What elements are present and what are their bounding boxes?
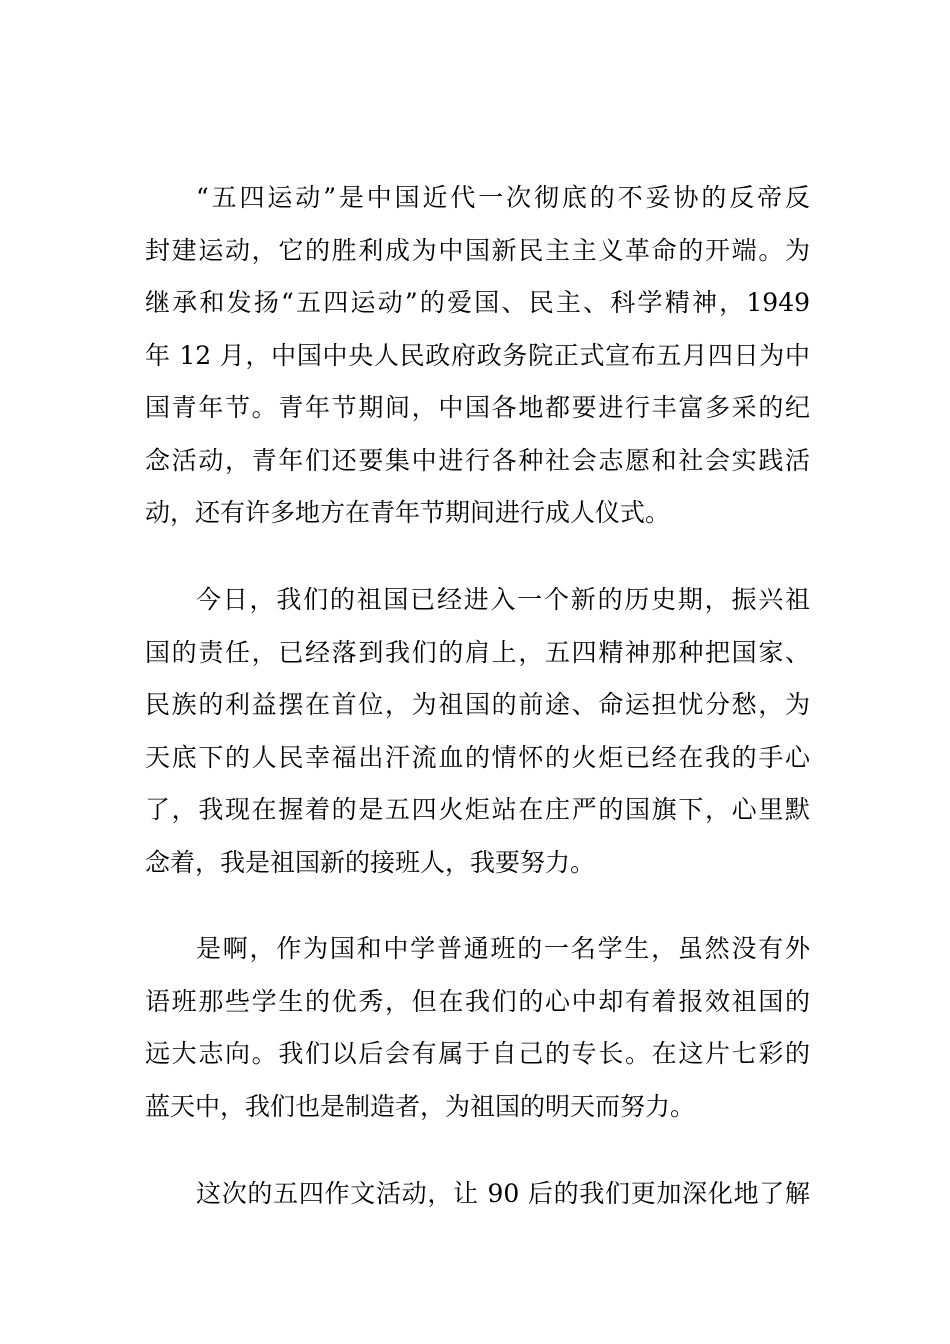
paragraph-line: 这次的五四作文活动，让 90 后的我们更加深化地了解	[196, 1179, 810, 1208]
paragraph-line: 语班那些学生的优秀，但在我们的心中却有着报效祖国的	[145, 986, 810, 1016]
paragraph-line: 民族的利益摆在首位，为祖国的前途、命运担忧分愁，为	[145, 690, 810, 719]
paragraph-2	[145, 574, 810, 889]
paragraph-line: 远大志向。我们以后会有属于自己的专长。在这片七彩的	[145, 1039, 810, 1068]
paragraph-line: 今日，我们的祖国已经进入一个新的历史期，振兴祖	[196, 585, 810, 614]
paragraph-line: 天底下的人民幸福出汗流血的情怀的火炬已经在我的手心	[145, 742, 810, 772]
paragraph-line: 封建运动，它的胜利成为中国新民主主义革命的开端。为	[145, 235, 810, 265]
paragraph-line: “五四运动”是中国近代一次彻底的不妥协的反帝反	[196, 183, 810, 212]
paragraph-3	[145, 923, 810, 1133]
paragraph-1	[145, 172, 810, 540]
paragraph-line: 动，还有许多地方在青年节期间进行成人仪式。	[145, 498, 671, 527]
paragraph-line: 蓝天中，我们也是制造者，为祖国的明天而努力。	[145, 1091, 696, 1121]
paragraph-line: 年 12 月，中国中央人民政府政务院正式宣布五月四日为中	[145, 340, 810, 370]
paragraph-4	[145, 1168, 810, 1221]
paragraph-line: 继承和发扬“五四运动”的爱国、民主、科学精神，1949	[145, 288, 810, 317]
paragraph-line: 了，我现在握着的是五四火炬站在庄严的国旗下，心里默	[145, 795, 810, 824]
paragraph-line: 念着，我是祖国新的接班人，我要努力。	[145, 847, 596, 877]
paragraph-line: 念活动，青年们还要集中进行各种社会志愿和社会实践活	[145, 445, 810, 475]
paragraph-line: 国青年节。青年节期间，中国各地都要进行丰富多采的纪	[145, 393, 810, 422]
paragraph-line: 国的责任，已经落到我们的肩上，五四精神那种把国家、	[145, 637, 810, 667]
paragraph-line: 是啊，作为国和中学普通班的一名学生，虽然没有外	[196, 934, 810, 963]
